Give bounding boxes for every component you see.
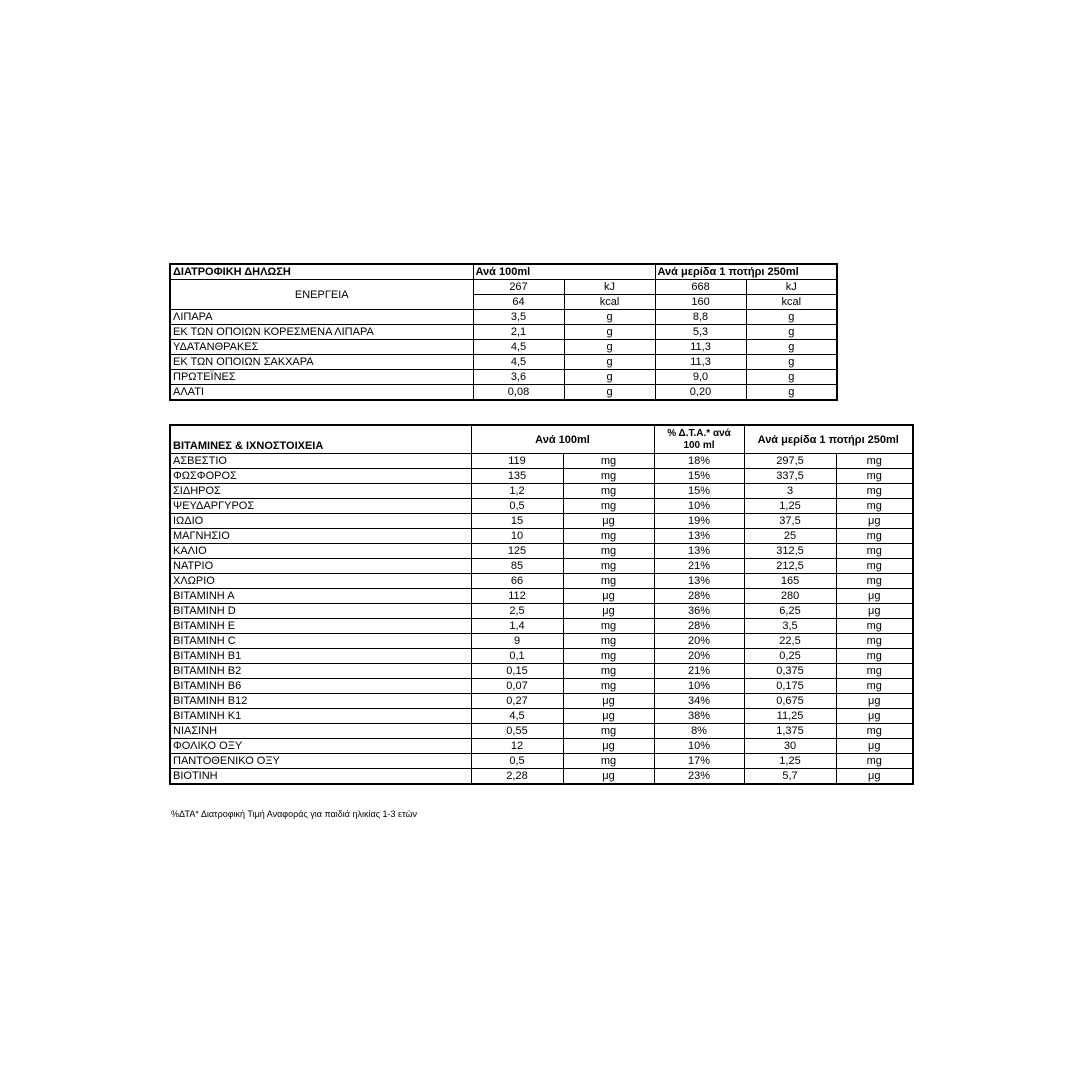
unit-100ml: mg xyxy=(563,664,654,679)
unit-100ml: mg xyxy=(563,634,654,649)
value-100ml: 0,55 xyxy=(471,724,563,739)
nutrient-name: ΒΙΟΤΙΝΗ xyxy=(170,769,471,785)
value-serving: 0,20 xyxy=(655,385,746,401)
unit-serving: g xyxy=(746,340,837,355)
value-serving: 3 xyxy=(744,484,836,499)
unit-100ml: g xyxy=(564,325,655,340)
value-serving: 0,675 xyxy=(744,694,836,709)
unit-serving: mg xyxy=(836,649,913,664)
table-row xyxy=(170,664,913,679)
unit-serving: mg xyxy=(836,529,913,544)
value-serving: 11,3 xyxy=(655,355,746,370)
table-row xyxy=(170,634,913,649)
unit-serving: mg xyxy=(836,619,913,634)
rda-percent: 15% xyxy=(654,469,744,484)
value-100ml: 1,4 xyxy=(471,619,563,634)
vitamins-header-row xyxy=(170,425,913,454)
value-serving: 5,7 xyxy=(744,769,836,785)
table-row xyxy=(170,325,837,340)
value-100ml: 119 xyxy=(471,454,563,469)
nutrient-name: ΒΙΤΑΜΙΝΗ C xyxy=(170,634,471,649)
table-row xyxy=(170,370,837,385)
nutrient-name: ΛΙΠΑΡΑ xyxy=(170,310,473,325)
rda-percent: 28% xyxy=(654,619,744,634)
value-100ml: 0,1 xyxy=(471,649,563,664)
unit-100ml: mg xyxy=(563,649,654,664)
rda-percent: 21% xyxy=(654,559,744,574)
nutrient-name: ΠΡΩΤΕΪΝΕΣ xyxy=(170,370,473,385)
nutrient-name: ΦΩΣΦΟΡΟΣ xyxy=(170,469,471,484)
value-100ml: 2,5 xyxy=(471,604,563,619)
rda-percent: 13% xyxy=(654,574,744,589)
value-100ml: 0,07 xyxy=(471,679,563,694)
unit-serving: μg xyxy=(836,769,913,785)
value-serving: 1,25 xyxy=(744,499,836,514)
value-serving: 6,25 xyxy=(744,604,836,619)
unit-100ml: mg xyxy=(563,724,654,739)
unit-100ml: mg xyxy=(563,619,654,634)
value-serving: 337,5 xyxy=(744,469,836,484)
rda-percent: 10% xyxy=(654,679,744,694)
table-row xyxy=(170,709,913,724)
value-100ml: 3,6 xyxy=(473,370,564,385)
unit-100ml: mg xyxy=(563,484,654,499)
value-100ml: 12 xyxy=(471,739,563,754)
unit-serving: g xyxy=(746,370,837,385)
value-serving: 297,5 xyxy=(744,454,836,469)
unit-serving: mg xyxy=(836,454,913,469)
unit-100ml: mg xyxy=(563,559,654,574)
rda-percent: 21% xyxy=(654,664,744,679)
nutrient-name: ΣΙΔΗΡΟΣ xyxy=(170,484,471,499)
unit-serving: mg xyxy=(836,754,913,769)
value-100ml: 0,5 xyxy=(471,754,563,769)
unit-serving: mg xyxy=(836,469,913,484)
rda-percent: 15% xyxy=(654,484,744,499)
rda-percent: 38% xyxy=(654,709,744,724)
value-100ml: 0,27 xyxy=(471,694,563,709)
energy-kcal-value-100ml: 64 xyxy=(473,295,564,310)
nutrition-header-row xyxy=(170,264,837,280)
table-row xyxy=(170,679,913,694)
table-row xyxy=(170,340,837,355)
value-100ml: 135 xyxy=(471,469,563,484)
value-serving: 212,5 xyxy=(744,559,836,574)
value-100ml: 15 xyxy=(471,514,563,529)
value-serving: 165 xyxy=(744,574,836,589)
value-serving: 3,5 xyxy=(744,619,836,634)
value-serving: 0,375 xyxy=(744,664,836,679)
value-serving: 11,25 xyxy=(744,709,836,724)
unit-100ml: g xyxy=(564,385,655,401)
table-row xyxy=(170,310,837,325)
nutrient-name: ΚΑΛΙΟ xyxy=(170,544,471,559)
unit-100ml: mg xyxy=(563,754,654,769)
unit-100ml: mg xyxy=(563,469,654,484)
value-100ml: 0,15 xyxy=(471,664,563,679)
table-row xyxy=(170,694,913,709)
nutrient-name: ΒΙΤΑΜΙΝΗ Κ1 xyxy=(170,709,471,724)
per-serving-header: Ανά μερίδα 1 ποτήρι 250ml xyxy=(744,425,913,454)
value-serving: 312,5 xyxy=(744,544,836,559)
energy-kcal-unit-serving: kcal xyxy=(746,295,837,310)
unit-serving: mg xyxy=(836,484,913,499)
value-100ml: 4,5 xyxy=(471,709,563,724)
table-row xyxy=(170,739,913,754)
unit-100ml: mg xyxy=(563,454,654,469)
value-serving: 9,0 xyxy=(655,370,746,385)
unit-100ml: μg xyxy=(563,769,654,785)
nutrient-name: ΨΕΥΔΑΡΓΥΡΟΣ xyxy=(170,499,471,514)
nutrient-name: ΕΚ ΤΩΝ ΟΠΟΙΩΝ ΣΑΚΧΑΡΑ xyxy=(170,355,473,370)
energy-kj-unit-100ml: kJ xyxy=(564,280,655,295)
value-serving: 30 xyxy=(744,739,836,754)
value-serving: 25 xyxy=(744,529,836,544)
table-row xyxy=(170,559,913,574)
unit-100ml: μg xyxy=(563,739,654,754)
nutrient-name: ΕΚ ΤΩΝ ΟΠΟΙΩΝ ΚΟΡΕΣΜΕΝΑ ΛΙΠΑΡΑ xyxy=(170,325,473,340)
value-100ml: 85 xyxy=(471,559,563,574)
rda-percent: 10% xyxy=(654,739,744,754)
nutrient-name: ΒΙΤΑΜΙΝΗ Α xyxy=(170,589,471,604)
per-100ml-header: Ανά 100ml xyxy=(473,264,655,280)
unit-serving: mg xyxy=(836,634,913,649)
value-serving: 0,175 xyxy=(744,679,836,694)
table-row xyxy=(170,589,913,604)
value-serving: 0,25 xyxy=(744,649,836,664)
unit-100ml: g xyxy=(564,340,655,355)
value-100ml: 2,28 xyxy=(471,769,563,785)
unit-serving: mg xyxy=(836,664,913,679)
value-100ml: 4,5 xyxy=(473,355,564,370)
table-row xyxy=(170,619,913,634)
table-row xyxy=(170,574,913,589)
energy-label: ΕΝΕΡΓΕΙΑ xyxy=(170,280,473,310)
nutrient-name: ΦΟΛΙΚΟ ΟΞΥ xyxy=(170,739,471,754)
value-100ml: 1,2 xyxy=(471,484,563,499)
unit-serving: mg xyxy=(836,574,913,589)
value-serving: 1,375 xyxy=(744,724,836,739)
value-100ml: 0,5 xyxy=(471,499,563,514)
nutrient-name: ΒΙΤΑΜΙΝΗ Β6 xyxy=(170,679,471,694)
nutrient-name: ΧΛΩΡΙΟ xyxy=(170,574,471,589)
rda-percent: 13% xyxy=(654,544,744,559)
nutrient-name: ΒΙΤΑΜΙΝΗ Β1 xyxy=(170,649,471,664)
unit-100ml: mg xyxy=(563,574,654,589)
table-row xyxy=(170,514,913,529)
rda-percent: 34% xyxy=(654,694,744,709)
unit-serving: mg xyxy=(836,499,913,514)
rda-percent: 20% xyxy=(654,634,744,649)
unit-serving: g xyxy=(746,385,837,401)
unit-serving: mg xyxy=(836,544,913,559)
energy-kcal-unit-100ml: kcal xyxy=(564,295,655,310)
value-serving: 11,3 xyxy=(655,340,746,355)
value-serving: 280 xyxy=(744,589,836,604)
nutrient-name: ΑΛΑΤΙ xyxy=(170,385,473,401)
rda-footnote: %ΔΤΑ* Διατροφική Τιμή Αναφοράς για παιδιά ηλικίας 1-3 ετών xyxy=(171,809,418,819)
value-serving: 22,5 xyxy=(744,634,836,649)
rda-percent: 10% xyxy=(654,499,744,514)
unit-serving: μg xyxy=(836,604,913,619)
unit-serving: mg xyxy=(836,559,913,574)
unit-100ml: mg xyxy=(563,544,654,559)
unit-serving: g xyxy=(746,325,837,340)
unit-100ml: mg xyxy=(563,679,654,694)
table-row xyxy=(170,529,913,544)
value-100ml: 112 xyxy=(471,589,563,604)
unit-serving: g xyxy=(746,310,837,325)
value-100ml: 3,5 xyxy=(473,310,564,325)
unit-serving: g xyxy=(746,355,837,370)
table-row xyxy=(170,724,913,739)
rda-percent: 18% xyxy=(654,454,744,469)
table-row xyxy=(170,355,837,370)
table-row xyxy=(170,484,913,499)
nutrient-name: ΙΩΔΙΟ xyxy=(170,514,471,529)
unit-100ml: μg xyxy=(563,514,654,529)
unit-serving: μg xyxy=(836,739,913,754)
table-row xyxy=(170,544,913,559)
unit-100ml: μg xyxy=(563,709,654,724)
value-100ml: 9 xyxy=(471,634,563,649)
unit-100ml: mg xyxy=(563,529,654,544)
table-row xyxy=(170,649,913,664)
rda-percent: 20% xyxy=(654,649,744,664)
nutrient-name: ΒΙΤΑΜΙΝΗ Ε xyxy=(170,619,471,634)
table-row xyxy=(170,469,913,484)
nutrient-name: ΠΑΝΤΟΘΕΝΙΚΟ ΟΞΥ xyxy=(170,754,471,769)
nutrient-name: ΝΑΤΡΙΟ xyxy=(170,559,471,574)
unit-serving: μg xyxy=(836,694,913,709)
unit-100ml: mg xyxy=(563,499,654,514)
nutrient-name: ΒΙΤΑΜΙΝΗ D xyxy=(170,604,471,619)
unit-100ml: μg xyxy=(563,694,654,709)
rda-percent: 17% xyxy=(654,754,744,769)
value-serving: 1,25 xyxy=(744,754,836,769)
table-row xyxy=(170,385,837,401)
energy-kj-unit-serving: kJ xyxy=(746,280,837,295)
unit-serving: μg xyxy=(836,514,913,529)
nutrient-name: ΒΙΤΑΜΙΝΗ Β2 xyxy=(170,664,471,679)
nutrient-name: ΝΙΑΣΙΝΗ xyxy=(170,724,471,739)
rda-percent: 19% xyxy=(654,514,744,529)
unit-100ml: g xyxy=(564,355,655,370)
nutrient-name: ΥΔΑΤΑΝΘΡΑΚΕΣ xyxy=(170,340,473,355)
rda-percent: 23% xyxy=(654,769,744,785)
rda-header-line1: % Δ.Τ.Α.* ανά xyxy=(667,427,731,439)
vitamins-minerals-table xyxy=(169,424,914,785)
table-row xyxy=(170,604,913,619)
value-serving: 37,5 xyxy=(744,514,836,529)
rda-percent: 28% xyxy=(654,589,744,604)
table-row xyxy=(170,454,913,469)
unit-serving: mg xyxy=(836,679,913,694)
rda-percent: 8% xyxy=(654,724,744,739)
unit-serving: μg xyxy=(836,709,913,724)
table-row xyxy=(170,769,913,785)
rda-header-line2: 100 ml xyxy=(683,439,715,451)
value-100ml: 10 xyxy=(471,529,563,544)
rda-header xyxy=(654,425,744,454)
energy-kj-value-serving: 668 xyxy=(655,280,746,295)
per-serving-header: Ανά μερίδα 1 ποτήρι 250ml xyxy=(655,264,837,280)
value-serving: 8,8 xyxy=(655,310,746,325)
energy-kj-value-100ml: 267 xyxy=(473,280,564,295)
nutrient-name: ΑΣΒΕΣΤΙΟ xyxy=(170,454,471,469)
energy-kj-row xyxy=(170,280,837,295)
nutrition-declaration-table xyxy=(169,263,838,401)
nutrition-title: ΔΙΑΤΡΟΦΙΚΗ ΔΗΛΩΣΗ xyxy=(170,264,473,280)
value-100ml: 2,1 xyxy=(473,325,564,340)
rda-percent: 13% xyxy=(654,529,744,544)
table-row xyxy=(170,754,913,769)
unit-100ml: g xyxy=(564,370,655,385)
per-100ml-header: Ανά 100ml xyxy=(471,425,654,454)
value-100ml: 66 xyxy=(471,574,563,589)
value-100ml: 0,08 xyxy=(473,385,564,401)
nutrient-name: ΜΑΓΝΗΣΙΟ xyxy=(170,529,471,544)
value-100ml: 125 xyxy=(471,544,563,559)
unit-serving: mg xyxy=(836,724,913,739)
unit-100ml: μg xyxy=(563,589,654,604)
nutrient-name: ΒΙΤΑΜΙΝΗ Β12 xyxy=(170,694,471,709)
vitamins-title: ΒΙΤΑΜΙΝΕΣ & ΙΧΝΟΣΤΟΙΧΕΙΑ xyxy=(170,425,471,454)
unit-100ml: μg xyxy=(563,604,654,619)
energy-kcal-value-serving: 160 xyxy=(655,295,746,310)
unit-100ml: g xyxy=(564,310,655,325)
table-row xyxy=(170,499,913,514)
value-100ml: 4,5 xyxy=(473,340,564,355)
unit-serving: μg xyxy=(836,589,913,604)
rda-percent: 36% xyxy=(654,604,744,619)
value-serving: 5,3 xyxy=(655,325,746,340)
